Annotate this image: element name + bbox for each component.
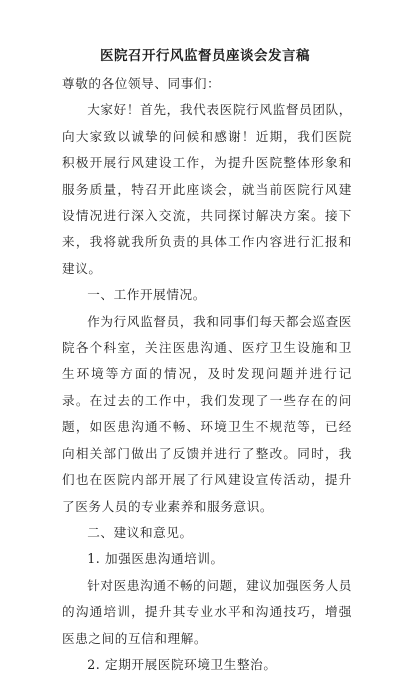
section-heading-suggestions: 二、建议和意见。 [87, 524, 193, 540]
paragraph-work-status: 作为行风监督员，我和同事们每天都会巡查医院各个科室，关注医患沟通、医疗卫生设施和卫生环境等方面的情况，及时发现问题并进行记录。在过去的工作中，我们发现了一些存在的问题，如医患沟通不畅、环境卫生不规范等，已经向相关部门做出了反馈并进行了整改。同时，我们也在医院内部开展了行风建设宣传活动，提升了医务人员的专业素养和服务意识。 [62, 313, 352, 514]
suggestion-item-2: 2. 定期开展医院环境卫生整治。 [87, 656, 277, 672]
document-title: 医院召开行风监督员座谈会发言稿 [100, 48, 310, 64]
paragraph-greeting: 大家好！首先，我代表医院行风监督员团队，向大家致以诚挚的问候和感谢！近期，我们医院积极开展行风建设工作，为提升医院整体形象和服务质量，特召开此座谈会，就当前医院行风建设情况进行深入交流，共同探讨解决方案。接下来，我将就我所负责的具体工作内容进行汇报和建议。 [62, 102, 352, 276]
paragraph-suggestion-1: 针对医患沟通不畅的问题，建议加强医务人员的沟通培训，提升其专业水平和沟通技巧，增强医患之间的互信和理解。 [62, 577, 352, 646]
salutation: 尊敬的各位领导、同事们： [62, 76, 221, 91]
suggestion-item-1: 1. 加强医患沟通培训。 [87, 551, 224, 567]
document-body [62, 71, 352, 678]
section-heading-work-status: 一、工作开展情况。 [87, 287, 206, 303]
